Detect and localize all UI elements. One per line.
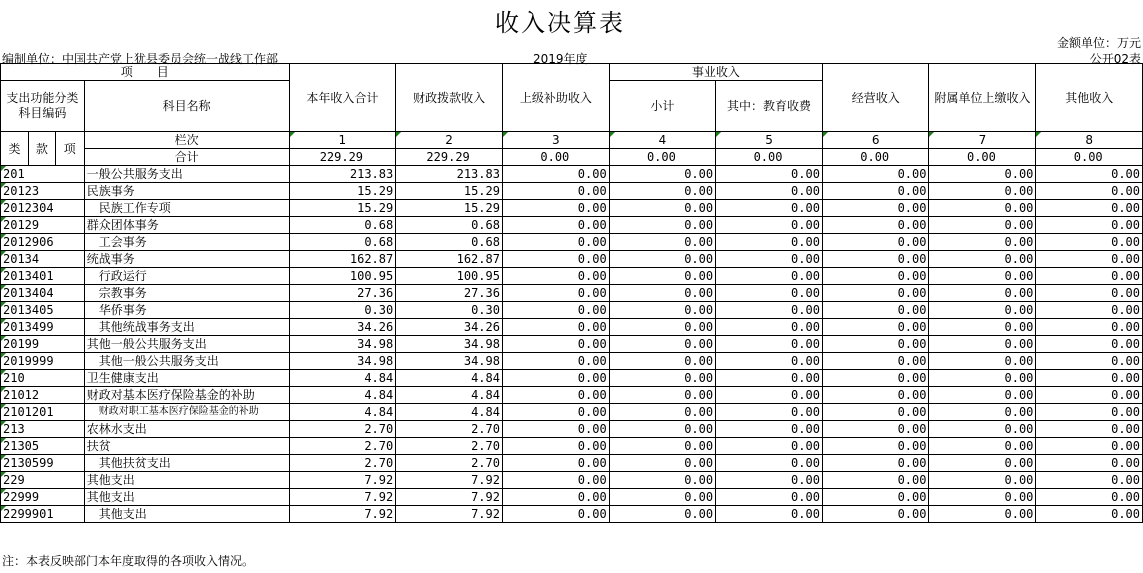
row-value: 0.00: [609, 234, 715, 251]
row-value: 0.00: [502, 404, 609, 421]
row-value: 0.00: [502, 455, 609, 472]
row-value: 15.29: [396, 183, 503, 200]
row-name: 宗教事务: [84, 285, 289, 302]
row-name: 其他支出: [84, 489, 289, 506]
header-col-row: 栏次: [84, 132, 289, 149]
row-value: 34.98: [396, 336, 503, 353]
row-value: 0.00: [502, 421, 609, 438]
row-code: 2013405: [1, 302, 85, 319]
row-code: 20129: [1, 217, 85, 234]
row-value: 0.00: [502, 200, 609, 217]
row-value: 100.95: [396, 268, 503, 285]
row-value: 0.00: [929, 251, 1036, 268]
row-value: 34.98: [289, 336, 396, 353]
row-value: 7.92: [396, 489, 503, 506]
row-code: 2012304: [1, 200, 85, 217]
row-value: 0.00: [502, 183, 609, 200]
col-num: 6: [822, 132, 929, 149]
row-value: 0.00: [716, 183, 823, 200]
row-value: 0.00: [716, 370, 823, 387]
row-value: 0.00: [609, 489, 715, 506]
total-cell: 0.00: [502, 149, 609, 166]
total-row-label: 合计: [84, 149, 289, 166]
row-code: 2130599: [1, 455, 85, 472]
row-value: 0.00: [502, 268, 609, 285]
table-row: [1, 353, 1143, 370]
row-value: 0.30: [396, 302, 503, 319]
row-value: 7.92: [289, 489, 396, 506]
row-value: 162.87: [396, 251, 503, 268]
row-value: 34.98: [289, 353, 396, 370]
header-xiang: 项: [55, 132, 84, 166]
col-num: 8: [1036, 132, 1143, 149]
row-value: 0.00: [822, 387, 929, 404]
row-value: 2.70: [289, 421, 396, 438]
row-value: 0.00: [609, 285, 715, 302]
row-code: 201: [1, 166, 85, 183]
row-value: 0.00: [716, 455, 823, 472]
row-value: 0.00: [929, 183, 1036, 200]
row-value: 0.00: [1036, 387, 1143, 404]
row-value: 0.00: [609, 166, 715, 183]
row-value: 0.00: [716, 217, 823, 234]
table-row: [1, 438, 1143, 455]
row-value: 0.00: [929, 319, 1036, 336]
table-row: [1, 285, 1143, 302]
row-value: 0.00: [502, 234, 609, 251]
col-num: 3: [502, 132, 609, 149]
row-value: 0.00: [1036, 489, 1143, 506]
row-value: 0.00: [609, 455, 715, 472]
table-row: [1, 166, 1143, 183]
col-num: 4: [609, 132, 715, 149]
row-value: 0.00: [822, 251, 929, 268]
row-value: 0.00: [1036, 370, 1143, 387]
header-fiscal: 财政拨款收入: [396, 64, 503, 132]
total-cell: 0.00: [929, 149, 1036, 166]
row-value: 0.00: [609, 336, 715, 353]
row-value: 0.00: [929, 217, 1036, 234]
unit-label: 金额单位：万元: [1056, 36, 1141, 50]
header-subject-name: 科目名称: [84, 81, 289, 132]
row-code: 2012906: [1, 234, 85, 251]
row-value: 0.00: [716, 506, 823, 523]
row-value: 0.00: [502, 251, 609, 268]
row-value: 0.00: [502, 370, 609, 387]
table-row: [1, 404, 1143, 421]
row-value: 0.00: [502, 506, 609, 523]
row-value: 0.00: [822, 336, 929, 353]
row-name: 其他一般公共服务支出: [84, 336, 289, 353]
row-value: 2.70: [396, 455, 503, 472]
row-value: 0.00: [822, 421, 929, 438]
row-value: 0.68: [289, 217, 396, 234]
row-value: 0.00: [609, 319, 715, 336]
row-value: 0.00: [716, 302, 823, 319]
row-value: 4.84: [289, 387, 396, 404]
total-cell: 0.00: [609, 149, 715, 166]
total-cell: 0.00: [1036, 149, 1143, 166]
row-value: 0.00: [822, 506, 929, 523]
table-row: [1, 234, 1143, 251]
row-value: 0.00: [1036, 251, 1143, 268]
row-value: 0.00: [502, 353, 609, 370]
table-row: [1, 217, 1143, 234]
row-value: 0.00: [822, 489, 929, 506]
row-value: 34.26: [289, 319, 396, 336]
row-value: 0.00: [609, 472, 715, 489]
table-row: [1, 489, 1143, 506]
row-value: 0.00: [716, 387, 823, 404]
row-value: 0.00: [1036, 302, 1143, 319]
row-value: 0.00: [822, 302, 929, 319]
row-value: 0.00: [502, 166, 609, 183]
row-value: 0.00: [929, 387, 1036, 404]
row-value: 0.00: [1036, 217, 1143, 234]
row-value: 0.00: [929, 370, 1036, 387]
row-value: 0.00: [929, 268, 1036, 285]
row-value: 0.00: [716, 234, 823, 251]
row-value: 0.00: [609, 251, 715, 268]
row-value: 0.00: [929, 234, 1036, 251]
row-name: 群众团体事务: [84, 217, 289, 234]
row-value: 0.00: [1036, 234, 1143, 251]
org-label: 编制单位：中国共产党上犹县委员会统一战线工作部: [2, 52, 279, 66]
total-cell: 0.00: [822, 149, 929, 166]
col-num: 5: [716, 132, 823, 149]
row-value: 0.00: [822, 268, 929, 285]
row-value: 0.00: [822, 404, 929, 421]
row-value: 0.00: [1036, 421, 1143, 438]
row-code: 20134: [1, 251, 85, 268]
header-subtotal: 小计: [609, 81, 715, 132]
row-value: 0.00: [502, 438, 609, 455]
row-value: 0.00: [929, 421, 1036, 438]
header-code-group: 支出功能分类科目编码: [1, 81, 85, 132]
row-value: 0.00: [716, 353, 823, 370]
row-value: 100.95: [289, 268, 396, 285]
row-value: 0.00: [716, 268, 823, 285]
header-project: 项 目: [1, 64, 290, 81]
row-value: 0.00: [1036, 438, 1143, 455]
row-value: 0.68: [396, 234, 503, 251]
row-value: 0.00: [822, 319, 929, 336]
header-edu-fee: 其中：教育收费: [716, 81, 823, 132]
row-value: 0.00: [1036, 319, 1143, 336]
row-value: 0.00: [716, 251, 823, 268]
row-value: 0.00: [929, 200, 1036, 217]
row-value: 0.00: [929, 336, 1036, 353]
row-name: 一般公共服务支出: [84, 166, 289, 183]
row-code: 21012: [1, 387, 85, 404]
row-name: 民族事务: [84, 183, 289, 200]
row-value: 0.00: [929, 438, 1036, 455]
row-value: 0.00: [822, 166, 929, 183]
row-value: 0.00: [609, 421, 715, 438]
row-code: 20199: [1, 336, 85, 353]
row-value: 0.00: [609, 438, 715, 455]
row-value: 15.29: [289, 200, 396, 217]
row-value: 0.00: [609, 200, 715, 217]
row-name: 统战事务: [84, 251, 289, 268]
row-value: 0.00: [502, 472, 609, 489]
row-value: 0.00: [716, 404, 823, 421]
row-name: 工会事务: [84, 234, 289, 251]
row-code: 21305: [1, 438, 85, 455]
form-number: 公开02表: [1089, 52, 1141, 66]
row-value: 0.00: [822, 455, 929, 472]
row-value: 213.83: [396, 166, 503, 183]
row-value: 4.84: [289, 404, 396, 421]
row-value: 0.00: [1036, 353, 1143, 370]
header-kuan: 款: [28, 132, 55, 166]
row-name: 其他扶贫支出: [84, 455, 289, 472]
row-code: 2013401: [1, 268, 85, 285]
table-row: [1, 336, 1143, 353]
row-value: 0.00: [929, 353, 1036, 370]
row-name: 其他一般公共服务支出: [84, 353, 289, 370]
row-value: 0.00: [1036, 506, 1143, 523]
row-value: 0.00: [502, 302, 609, 319]
row-value: 4.84: [396, 404, 503, 421]
income-table: [0, 63, 1143, 523]
row-value: 15.29: [289, 183, 396, 200]
row-value: 0.00: [822, 472, 929, 489]
row-value: 0.00: [1036, 472, 1143, 489]
col-num: 7: [929, 132, 1036, 149]
header-total-income: 本年收入合计: [289, 64, 396, 132]
row-value: 0.00: [502, 285, 609, 302]
row-value: 0.00: [716, 166, 823, 183]
row-value: 7.92: [396, 472, 503, 489]
header-lei: 类: [1, 132, 29, 166]
row-code: 2019999: [1, 353, 85, 370]
page-title: 收入决算表: [495, 9, 625, 37]
header-other: 其他收入: [1036, 64, 1143, 132]
row-value: 0.00: [502, 336, 609, 353]
row-value: 0.00: [822, 353, 929, 370]
row-value: 0.00: [609, 387, 715, 404]
row-value: 0.00: [502, 319, 609, 336]
row-value: 27.36: [289, 285, 396, 302]
row-value: 0.00: [929, 285, 1036, 302]
row-name: 财政对基本医疗保险基金的补助: [84, 387, 289, 404]
col-num: 1: [289, 132, 396, 149]
row-code: 210: [1, 370, 85, 387]
row-name: 其他统战事务支出: [84, 319, 289, 336]
row-value: 0.00: [822, 217, 929, 234]
table-row: [1, 183, 1143, 200]
row-value: 0.00: [716, 472, 823, 489]
row-value: 162.87: [289, 251, 396, 268]
row-value: 0.00: [929, 506, 1036, 523]
row-value: 0.00: [609, 217, 715, 234]
row-code: 2299901: [1, 506, 85, 523]
row-value: 0.00: [929, 404, 1036, 421]
row-value: 0.00: [609, 404, 715, 421]
row-code: 2013404: [1, 285, 85, 302]
row-value: 0.30: [289, 302, 396, 319]
row-value: 0.00: [716, 336, 823, 353]
year-label: 2019年度: [533, 52, 588, 66]
row-code: 22999: [1, 489, 85, 506]
row-name: 农林水支出: [84, 421, 289, 438]
row-value: 27.36: [396, 285, 503, 302]
total-cell: 0.00: [716, 149, 823, 166]
table-row: [1, 506, 1143, 523]
row-value: 0.00: [716, 285, 823, 302]
row-value: 0.00: [502, 489, 609, 506]
row-value: 7.92: [289, 472, 396, 489]
row-value: 0.00: [716, 319, 823, 336]
row-value: 0.00: [1036, 166, 1143, 183]
row-value: 2.70: [289, 438, 396, 455]
row-code: 20123: [1, 183, 85, 200]
row-code: 2101201: [1, 404, 85, 421]
header-superior: 上级补助收入: [502, 64, 609, 132]
row-code: 213: [1, 421, 85, 438]
row-name: 财政对职工基本医疗保险基金的补助: [84, 404, 289, 421]
row-name: 其他支出: [84, 472, 289, 489]
row-value: 0.68: [289, 234, 396, 251]
row-value: 0.00: [502, 217, 609, 234]
table-row: [1, 200, 1143, 217]
row-value: 0.00: [609, 353, 715, 370]
row-name: 行政运行: [84, 268, 289, 285]
table-row: [1, 455, 1143, 472]
row-value: 7.92: [289, 506, 396, 523]
row-value: 4.84: [396, 370, 503, 387]
row-value: 0.00: [822, 200, 929, 217]
row-value: 0.00: [1036, 183, 1143, 200]
row-value: 15.29: [396, 200, 503, 217]
row-value: 0.00: [1036, 404, 1143, 421]
row-value: 0.00: [929, 472, 1036, 489]
row-code: 2013499: [1, 319, 85, 336]
row-name: 华侨事务: [84, 302, 289, 319]
row-value: 0.00: [609, 268, 715, 285]
row-value: 34.26: [396, 319, 503, 336]
table-row: [1, 421, 1143, 438]
row-value: 0.00: [929, 302, 1036, 319]
row-value: 213.83: [289, 166, 396, 183]
row-value: 0.00: [822, 183, 929, 200]
row-value: 0.00: [929, 455, 1036, 472]
total-cell: 229.29: [289, 149, 396, 166]
row-value: 0.00: [822, 438, 929, 455]
col-num: 2: [396, 132, 503, 149]
row-value: 4.84: [396, 387, 503, 404]
row-value: 0.00: [609, 506, 715, 523]
row-name: 民族工作专项: [84, 200, 289, 217]
row-value: 2.70: [289, 455, 396, 472]
table-row: [1, 370, 1143, 387]
row-value: 0.68: [396, 217, 503, 234]
row-value: 2.70: [396, 421, 503, 438]
row-value: 7.92: [396, 506, 503, 523]
row-value: 0.00: [609, 302, 715, 319]
row-value: 2.70: [396, 438, 503, 455]
row-value: 0.00: [716, 421, 823, 438]
table-row: [1, 319, 1143, 336]
row-value: 0.00: [716, 489, 823, 506]
row-code: 229: [1, 472, 85, 489]
footnote: 注：本表反映部门本年度取得的各项收入情况。: [2, 554, 255, 568]
table-row: [1, 302, 1143, 319]
table-row: [1, 387, 1143, 404]
row-value: 0.00: [822, 370, 929, 387]
row-value: 0.00: [716, 438, 823, 455]
table-row: [1, 268, 1143, 285]
row-value: 0.00: [502, 387, 609, 404]
row-value: 0.00: [929, 166, 1036, 183]
row-value: 0.00: [1036, 200, 1143, 217]
header-affiliated: 附属单位上缴收入: [929, 64, 1036, 132]
table-row: [1, 472, 1143, 489]
total-cell: 229.29: [396, 149, 503, 166]
row-value: 0.00: [822, 285, 929, 302]
row-value: 0.00: [716, 200, 823, 217]
row-value: 0.00: [1036, 455, 1143, 472]
row-name: 其他支出: [84, 506, 289, 523]
row-value: 0.00: [929, 489, 1036, 506]
row-name: 卫生健康支出: [84, 370, 289, 387]
row-value: 0.00: [609, 370, 715, 387]
row-value: 0.00: [609, 183, 715, 200]
row-value: 34.98: [396, 353, 503, 370]
row-value: 0.00: [822, 234, 929, 251]
row-value: 0.00: [1036, 336, 1143, 353]
row-value: 0.00: [1036, 268, 1143, 285]
header-business-group: 事业收入: [609, 64, 822, 81]
header-operating: 经营收入: [822, 64, 929, 132]
row-value: 0.00: [1036, 285, 1143, 302]
row-name: 扶贫: [84, 438, 289, 455]
row-value: 4.84: [289, 370, 396, 387]
table-row: [1, 251, 1143, 268]
